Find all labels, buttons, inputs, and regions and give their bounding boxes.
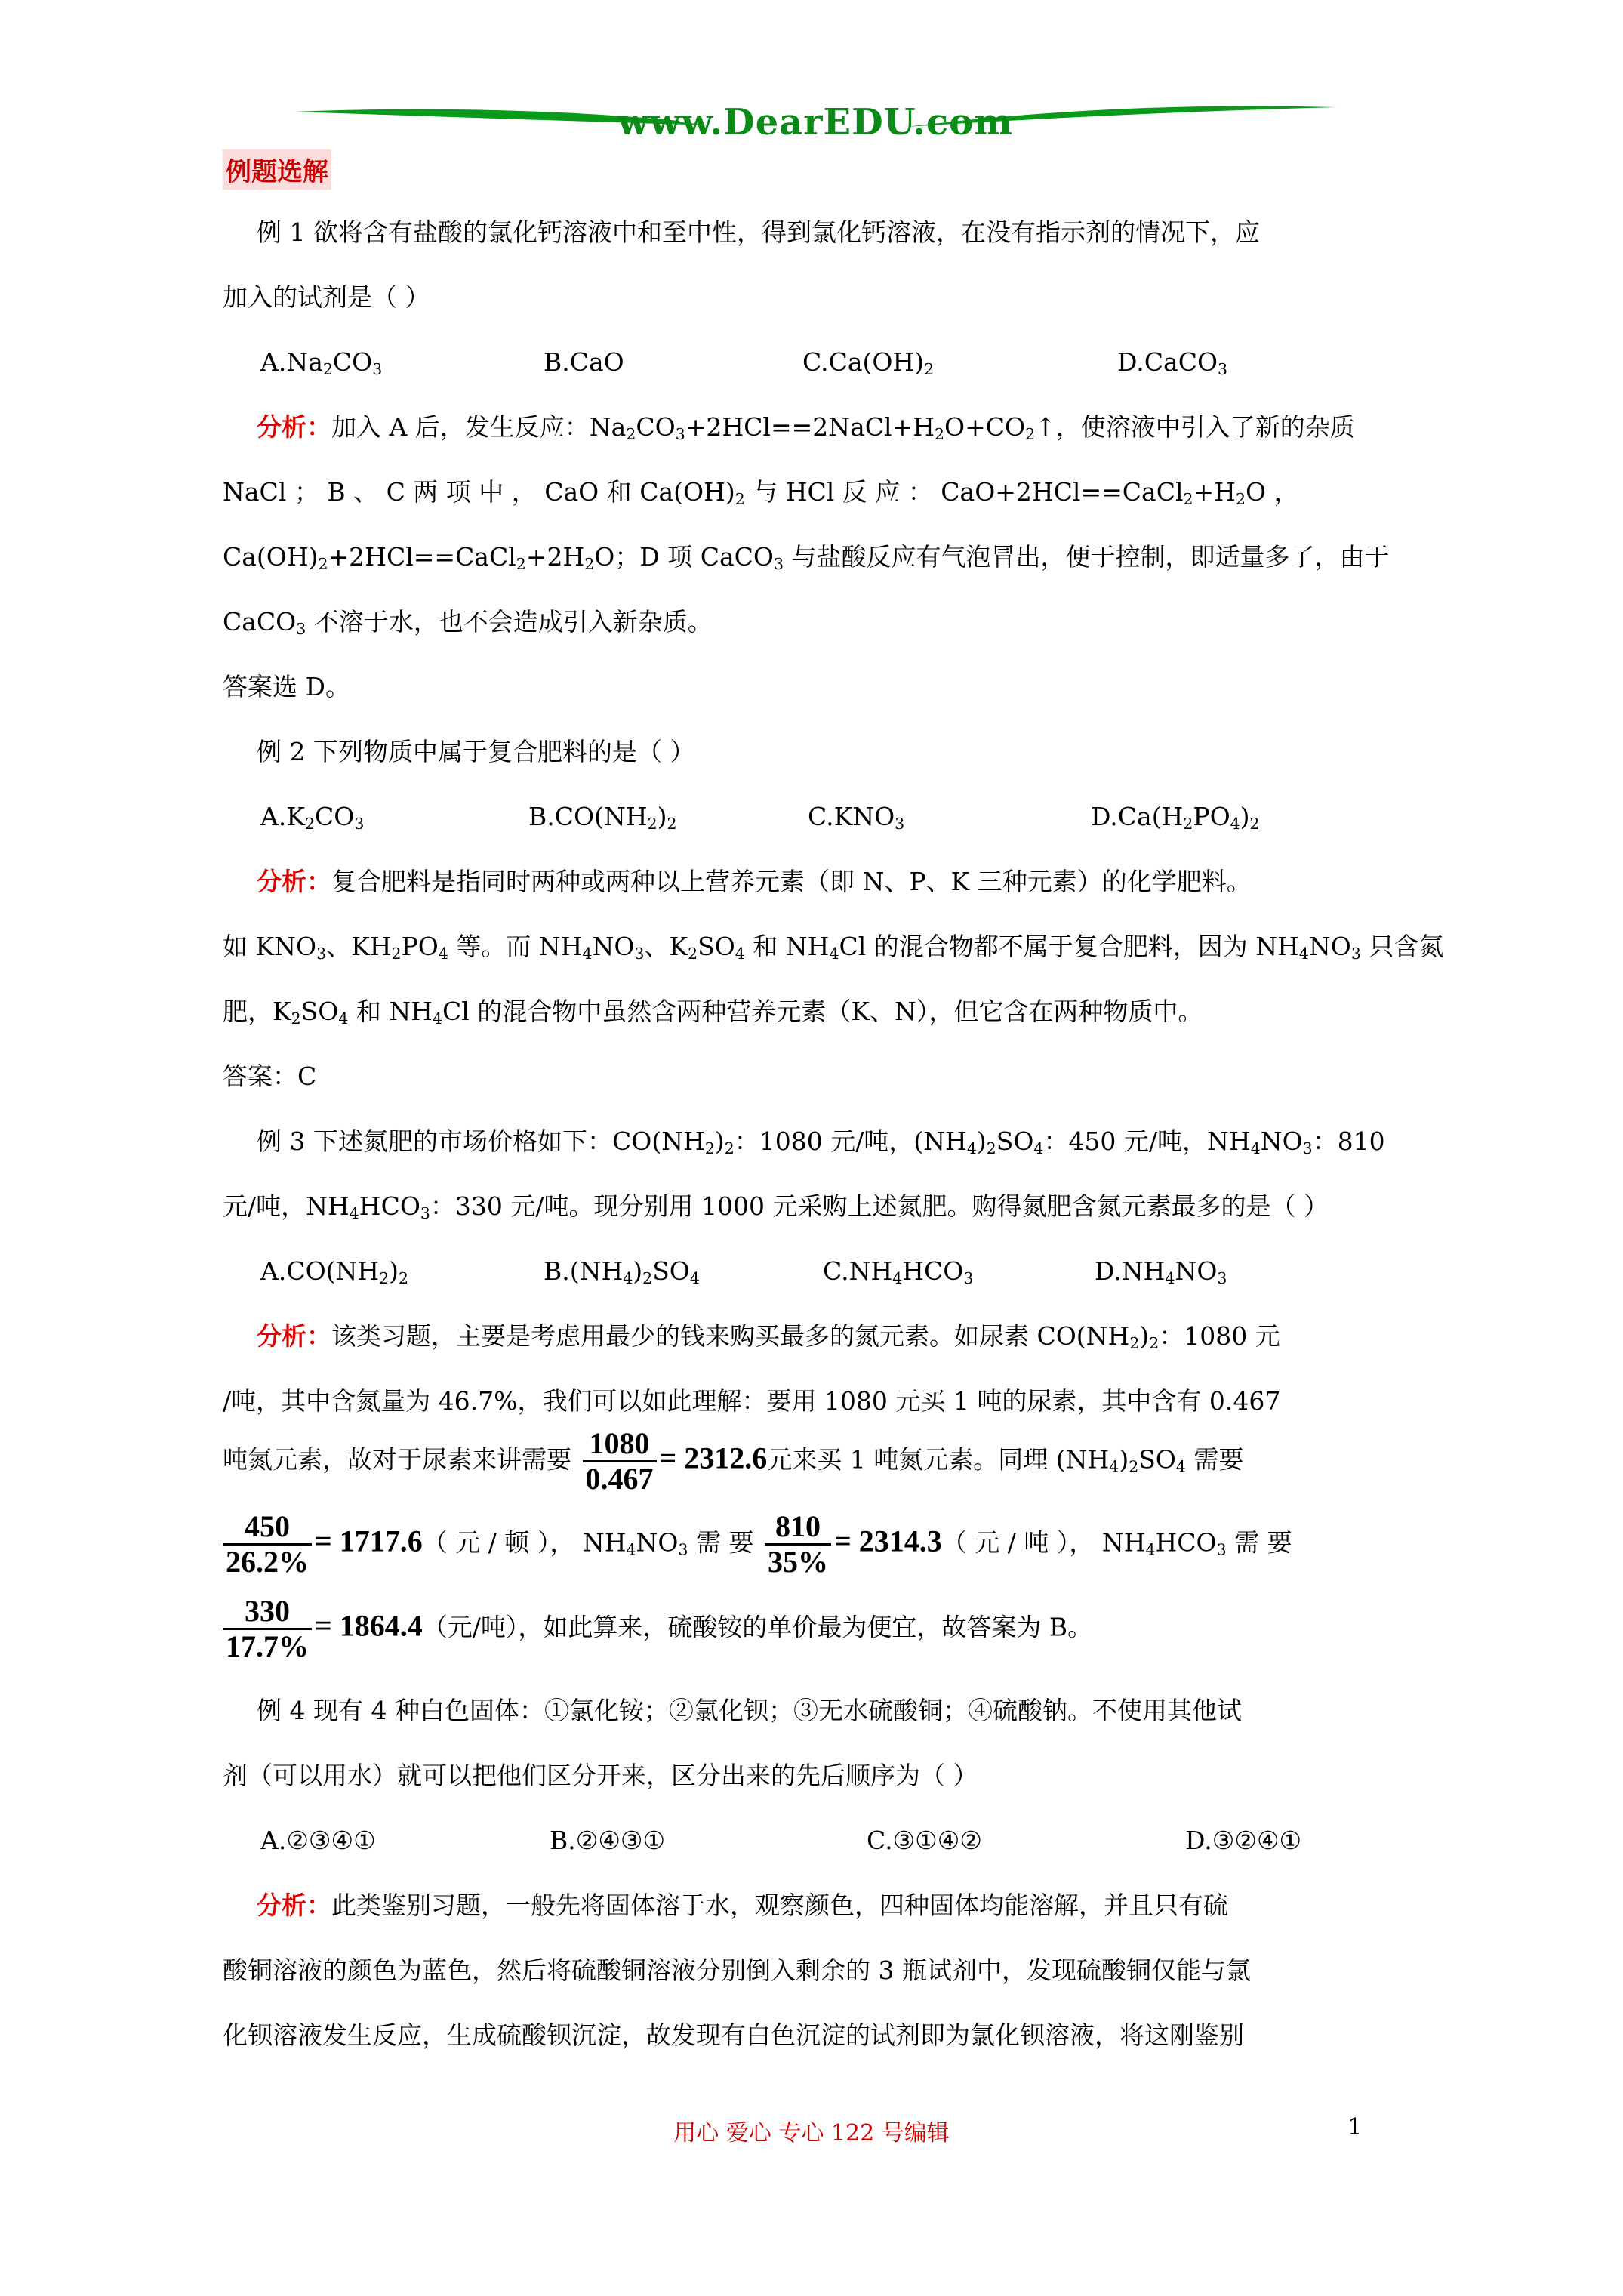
analysis-label: 分析： <box>257 867 331 896</box>
ex4-question-line2: 剂（可以用水）就可以把他们区分开来，区分出来的先后顺序为（ ） <box>223 1761 978 1790</box>
ex3-option-a: $A.CO(NH_2)_2$ <box>260 1256 409 1288</box>
ex1-options <box>260 346 1393 379</box>
ex1-analysis-line2: NaCl ； B 、 C 两 项 中 ， CaO 和 $Ca(OH)_2$ 与 HCl 反 应 ： $CaO+2HCl==CaCl_2+H_2O$ ， <box>223 477 1299 509</box>
ex1-question-line2: 加入的试剂是（ ） <box>223 282 430 312</box>
ex2-analysis-line1: 分析：复合肥料是指同时两种或两种以上营养元素（即 N、P、K 三种元素）的化学肥料。 <box>257 867 1252 896</box>
ex4-option-d: D.③②④① <box>1185 1826 1302 1855</box>
analysis-label: 分析： <box>257 1891 331 1920</box>
ex3-question-line1: 例 3 下述氮肥的市场价格如下：$CO(NH_2)_2$：1080 元/吨，$(NH_4)_2SO_4$：450 元/吨，$NH_4NO_3$：810 <box>257 1126 1385 1158</box>
ex4-options <box>260 1824 1393 1857</box>
ex4-option-b: B.②④③① <box>550 1826 666 1855</box>
ex2-analysis-line2: 如 $KNO_3$、$KH_2PO_4$ 等。而 $NH_4NO_3$、$K_2SO_4$ 和 $NH_4Cl$ 的混合物都不属于复合肥料，因为 $NH_4NO_3$ 只含氮 <box>223 932 1444 963</box>
site-name: www.DearEDU.com <box>617 101 1013 143</box>
analysis-label: 分析： <box>257 412 331 442</box>
ex1-option-a: $A.Na_2CO_3$ <box>260 347 383 379</box>
fraction-ammonium-bicarbonate-result: = 1864.4 <box>315 1608 423 1643</box>
ex1-analysis-line3: $Ca(OH)_2+2HCl==CaCl_2+2H_2O$；D 项 CaCO$_3$ 与盐酸反应有气泡冒出，便于控制，即适量多了，由于 <box>223 542 1390 574</box>
ex1-answer: 答案选 D。 <box>223 672 350 701</box>
ex3-option-b: $B.(NH_4)_2SO_4$ <box>544 1256 700 1288</box>
ex3-analysis-line4: $\frac{450}{26.2\%}$ = 1717.6（ 元 / 顿 ）， $NH_4NO_3$ 需 要 $\frac{810}{35\%}$ = 2314.3（ 元 / 吨 ）， $NH_4HCO_3$ 需 要 <box>223 1510 1404 1579</box>
footer-text: 用心 爱心 专心 122 号编辑 <box>673 2120 950 2147</box>
fraction-ammonium-nitrate-result: = 2314.3 <box>833 1524 942 1558</box>
ex4-analysis-line3: 化钡溶液发生反应，生成硫酸钡沉淀，故发现有白色沉淀的试剂即为氯化钡溶液，将这刚鉴别 <box>223 2020 1244 2050</box>
fraction-ammonium-bicarbonate: $\frac{330}{17.7\%}$ <box>223 1595 312 1663</box>
ex3-analysis-line1: 分析：该类习题，主要是考虑用最少的钱来购买最多的氮元素。如尿素 $CO(NH_2)_2$：1080 元 <box>257 1321 1280 1353</box>
ex3-option-d: $D.NH_4NO_3$ <box>1095 1256 1227 1288</box>
ex4-analysis-line1: 分析：此类鉴别习题，一般先将固体溶于水，观察颜色，四种固体均能溶解，并且只有硫 <box>257 1891 1228 1920</box>
ex1-option-b: B.CaO <box>544 347 624 377</box>
ex2-option-c: $C.KNO_3$ <box>808 802 905 834</box>
ex4-question-line1: 例 4 现有 4 种白色固体：①氯化铵；②氯化钡；③无水硫酸铜；④硫酸钠。不使用其他试 <box>257 1696 1242 1725</box>
ex1-question-line1: 例 1 欲将含有盐酸的氯化钙溶液中和至中性，得到氯化钙溶液，在没有指示剂的情况下，应 <box>257 217 1260 247</box>
ex3-question-line2: 元/吨，$NH_4HCO_3$：330 元/吨。现分别用 1000 元采购上述氮肥。购得氮肥含氮元素最多的是（ ） <box>223 1191 1329 1223</box>
ex2-answer: 答案：C <box>223 1062 317 1091</box>
ex2-option-b: $B.CO(NH_2)_2$ <box>528 802 677 834</box>
ex3-analysis-line3: 吨氮元素，故对于尿素来讲需要 $\frac{1080}{0.467}$ = 2312.6元来买 1 吨氮元素。同理 $(NH_4)_2SO_4$ 需要 <box>223 1426 1244 1496</box>
ex3-analysis-line2: /吨，其中含氮量为 46.7%，我们可以如此理解：要用 1080 元买 1 吨的尿素，其中含有 0.467 <box>223 1386 1281 1416</box>
analysis-label: 分析： <box>257 1321 331 1351</box>
fraction-ammonium-sulfate-result: = 1717.6 <box>315 1524 423 1558</box>
ex2-options <box>260 800 1393 834</box>
ex2-analysis-line3: 肥，$K_2SO_4$ 和 $NH_4Cl$ 的混合物中虽然含两种营养元素（K、N），但它含在两种物质中。 <box>223 997 1203 1028</box>
fraction-ammonium-sulfate: $\frac{450}{26.2\%}$ <box>223 1510 312 1579</box>
site-header <box>287 97 1344 157</box>
ex3-analysis-line5: $\frac{330}{17.7\%}$ = 1864.4（元/吨），如此算来，硫酸铵的单价最为便宜，故答案为 B。 <box>223 1595 1404 1663</box>
fraction-urea: $\frac{1080}{0.467}$ <box>583 1427 657 1496</box>
ex1-option-c: $C.Ca(OH)_2$ <box>802 347 935 379</box>
ex1-analysis-line4: CaCO$_3$ 不溶于水，也不会造成引入新杂质。 <box>223 607 713 639</box>
fraction-ammonium-nitrate: $\frac{810}{35\%}$ <box>765 1510 831 1579</box>
ex3-option-c: $C.NH_4HCO_3$ <box>823 1256 974 1288</box>
ex4-option-a: A.②③④① <box>260 1826 376 1855</box>
ex1-option-d: D.CaCO$_3$ <box>1117 347 1228 379</box>
page-title: 例题选解 <box>223 149 331 190</box>
fraction-urea-result: = 2312.6 <box>659 1441 768 1475</box>
ex3-options <box>260 1255 1393 1288</box>
ex4-analysis-line2: 酸铜溶液的颜色为蓝色，然后将硫酸铜溶液分别倒入剩余的 3 瓶试剂中，发现硫酸铜仅能与氯 <box>223 1955 1251 1985</box>
ex1-analysis-line1: 分析：加入 A 后，发生反应：$Na_2CO_3+2HCl==2NaCl+H_2O+CO_2↑$，使溶液中引入了新的杂质 <box>257 412 1355 444</box>
ex2-option-a: $A.K_2CO_3$ <box>260 802 365 834</box>
ex4-option-c: C.③①④② <box>867 1826 982 1855</box>
page-number: 1 <box>1347 2114 1363 2140</box>
ex2-question: 例 2 下列物质中属于复合肥料的是（ ） <box>257 737 695 766</box>
ex2-option-d: $D.Ca(H_2PO_4)_2$ <box>1091 802 1260 834</box>
